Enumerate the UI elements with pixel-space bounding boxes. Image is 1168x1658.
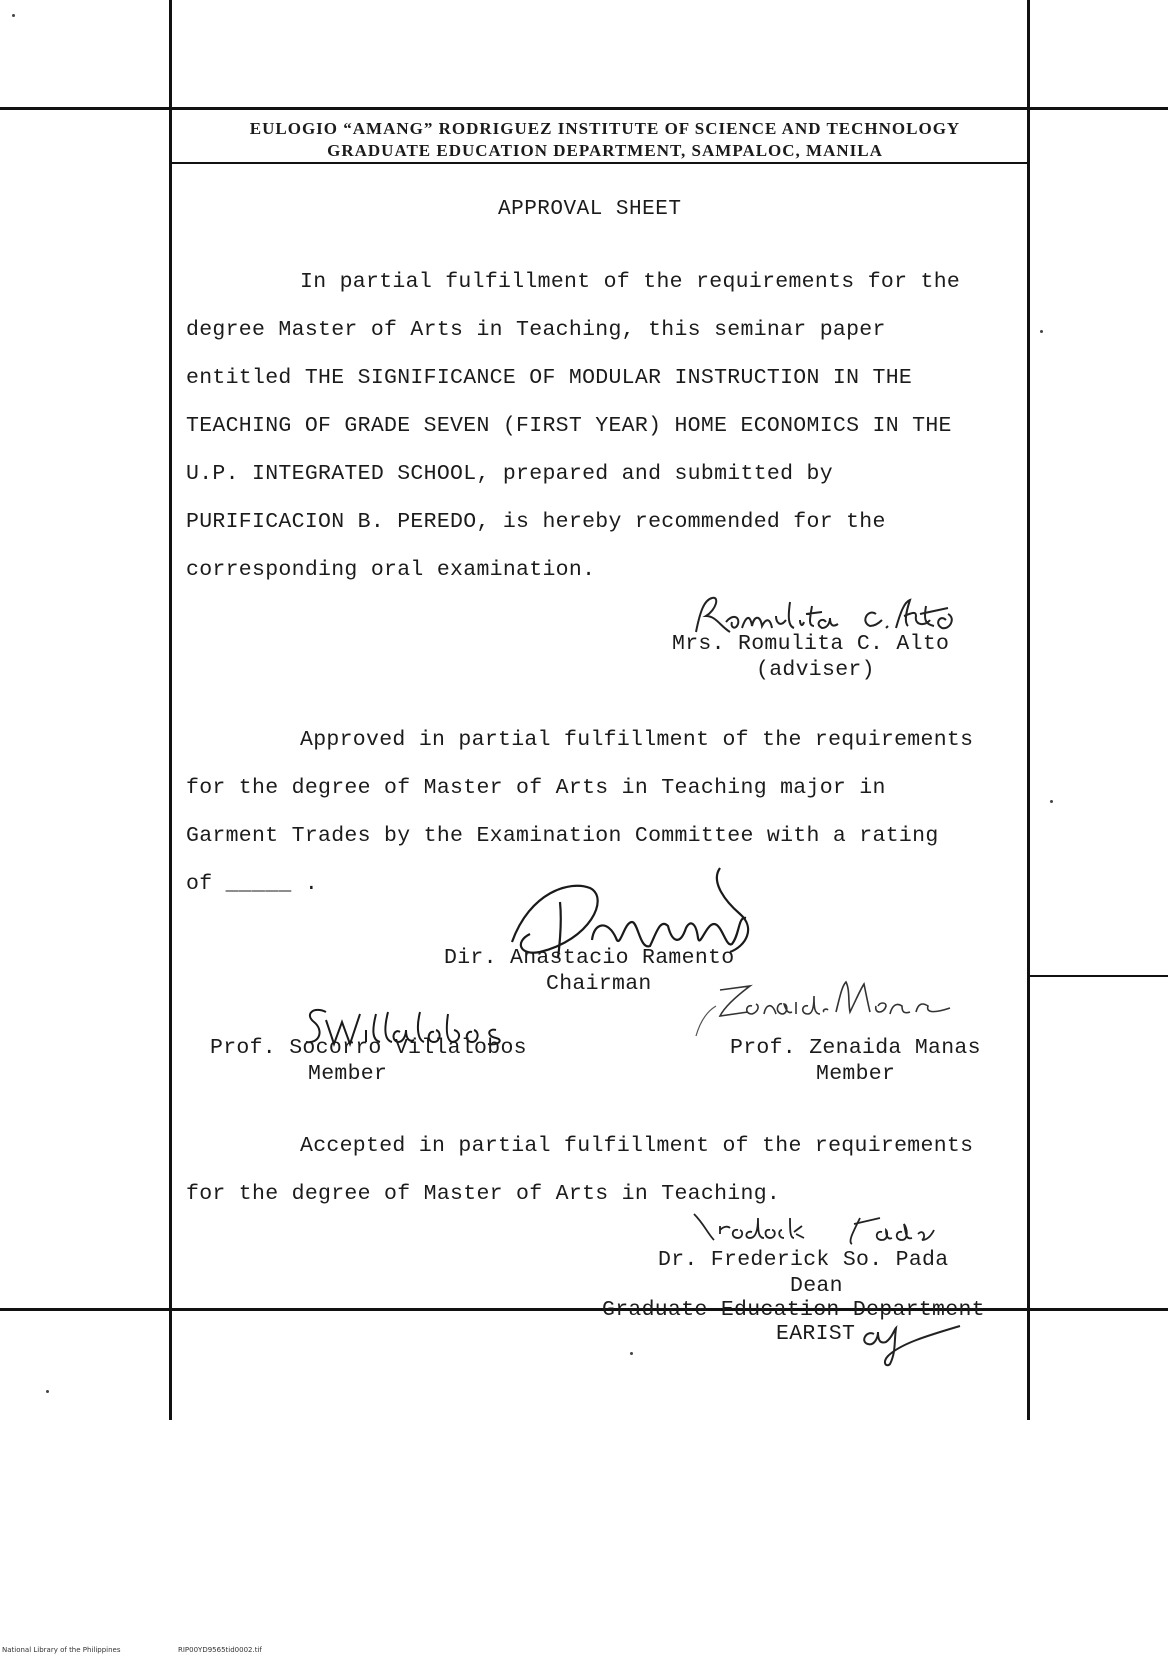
recommendation-line: PURIFICACION B. PEREDO, is hereby recommended for the: [186, 510, 886, 534]
recommendation-line: entitled THE SIGNIFICANCE OF MODULAR INSTRUCTION IN THE: [186, 366, 913, 390]
member2-name: Prof. Zenaida Manas: [730, 1036, 981, 1060]
header-underline: [172, 162, 1027, 164]
footer-library: National Library of the Philippines: [2, 1646, 121, 1654]
dean-signature: [690, 1204, 990, 1254]
approval-line: of _____ .: [186, 872, 319, 896]
scan-speck: [46, 1390, 49, 1393]
initials-handwritten: [856, 1312, 976, 1372]
recommendation-line: corresponding oral examination.: [186, 558, 596, 582]
adviser-role: (adviser): [756, 658, 875, 682]
member2-role: Member: [816, 1062, 896, 1086]
recommendation-line: In partial fulfillment of the requirements for the: [300, 270, 961, 294]
right-margin-rule: [1030, 975, 1168, 977]
page-title: APPROVAL SHEET: [498, 198, 682, 221]
acceptance-line: Accepted in partial fulfillment of the requirements: [300, 1134, 974, 1158]
department-name: GRADUATE EDUCATION DEPARTMENT, SAMPALOC, MANILA: [327, 141, 883, 160]
institution-name: EULOGIO “AMANG” RODRIGUEZ INSTITUTE OF SCIENCE AND TECHNOLOGY: [249, 119, 961, 138]
letterhead: [175, 118, 1035, 162]
dean-name: Dr. Frederick So. Pada: [658, 1248, 949, 1272]
adviser-name: Mrs. Romulita C. Alto: [672, 632, 950, 656]
scan-speck: [1050, 800, 1053, 803]
chairman-name: Dir. Anastacio Ramento: [444, 946, 735, 970]
acceptance-line: for the degree of Master of Arts in Teaching.: [186, 1182, 781, 1206]
approval-line: Garment Trades by the Examination Committee with a rating: [186, 824, 939, 848]
chairman-role: Chairman: [546, 972, 652, 996]
scan-speck: [12, 14, 15, 17]
dean-institution: EARIST: [776, 1322, 856, 1346]
top-rule: [0, 107, 1168, 110]
left-margin-line: [169, 0, 172, 1420]
recommendation-line: U.P. INTEGRATED SCHOOL, prepared and submitted by: [186, 462, 833, 486]
scan-speck: [1040, 330, 1043, 333]
dean-department: Graduate Education Department: [602, 1298, 985, 1322]
recommendation-line: degree Master of Arts in Teaching, this seminar paper: [186, 318, 886, 342]
dean-role: Dean: [790, 1274, 843, 1298]
approval-line: for the degree of Master of Arts in Teaching major in: [186, 776, 886, 800]
right-margin-line: [1027, 0, 1030, 1420]
approval-line: Approved in partial fulfillment of the requirements: [300, 728, 974, 752]
recommendation-line: TEACHING OF GRADE SEVEN (FIRST YEAR) HOME ECONOMICS IN THE: [186, 414, 952, 438]
bottom-rule: [0, 1308, 1168, 1311]
scan-speck: [630, 1352, 633, 1355]
member1-name: Prof. Socorro Villalobos: [210, 1036, 527, 1060]
member1-role: Member: [308, 1062, 388, 1086]
footer-filename: RIP00YD9565tid0002.tif: [178, 1646, 262, 1654]
